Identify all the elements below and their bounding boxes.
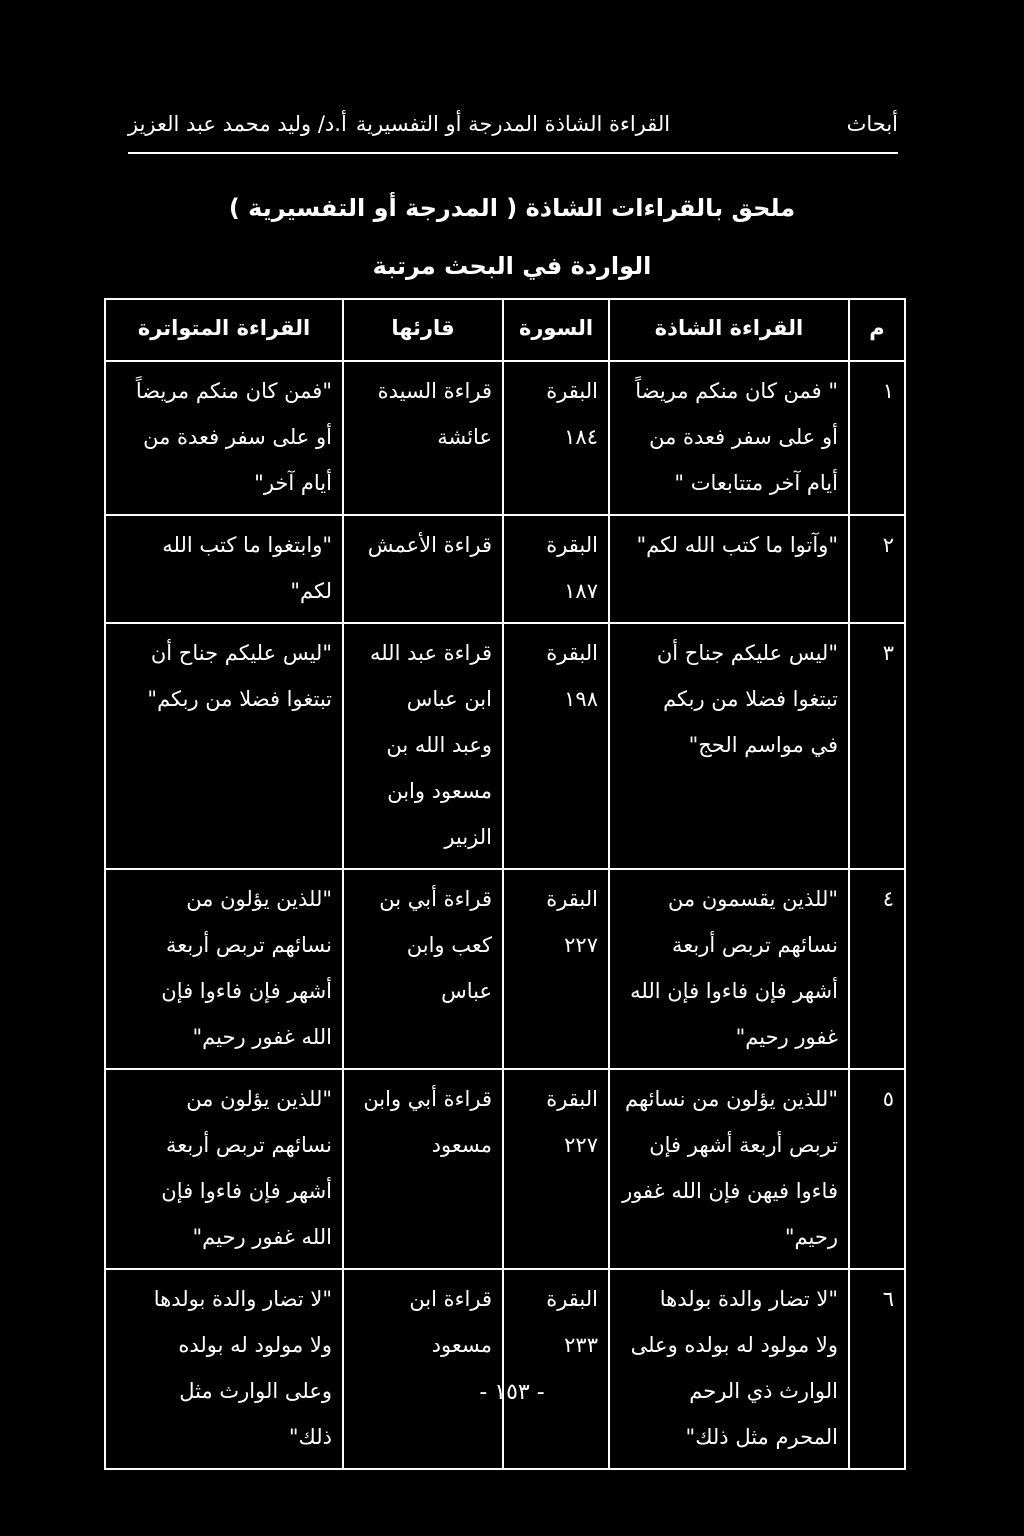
text-line: "ليس عليكم جناح أن: [656, 641, 838, 665]
sura-cell: [503, 869, 609, 1069]
sura-name: البقرة: [546, 1087, 598, 1111]
table-row: [105, 515, 905, 623]
table-row: [105, 1069, 905, 1269]
row-number: ٥: [849, 1069, 905, 1269]
text-line: قراءة السيدة: [377, 379, 492, 403]
text-line: نسائهم تربص أربعة: [671, 933, 838, 957]
text-line: أشهر فإن فاءوا فإن: [161, 979, 332, 1003]
table-header-row: [105, 299, 905, 361]
text-line: ذلك": [288, 1425, 332, 1449]
appendix-subtitle: الواردة في البحث مرتبة: [372, 252, 652, 280]
text-line: "فمن كان منكم مريضاً: [135, 379, 332, 403]
header-section-label: أبحاث: [846, 112, 898, 136]
sura-name: البقرة: [546, 533, 598, 557]
reader-cell: [343, 515, 503, 623]
text-line: فاءوا فيهن فإن الله غفور: [622, 1179, 838, 1203]
text-line: عباس: [441, 979, 492, 1003]
header-number: م: [849, 299, 905, 361]
reader-cell: [343, 1069, 503, 1269]
reader-cell: [343, 869, 503, 1069]
text-line: عائشة: [437, 425, 492, 449]
text-line: "للذين يؤلون من نسائهم: [625, 1087, 838, 1111]
table-row: [105, 623, 905, 869]
text-line: ابن عباس: [406, 687, 492, 711]
sura-cell: [503, 515, 609, 623]
mutawatir-reading-cell: [105, 361, 343, 515]
text-line: أشهر فإن فاءوا فإن: [161, 1179, 332, 1203]
row-number: ٤: [849, 869, 905, 1069]
header-sura: السورة: [503, 299, 609, 361]
shadh-reading-cell: [609, 1269, 849, 1469]
header-article-title: القراءة الشاذة المدرجة أو التفسيرية: [355, 112, 671, 136]
text-line: أيام آخر متتابعات ": [674, 471, 838, 495]
sura-name: البقرة: [546, 1287, 598, 1311]
text-line: ولا مولود له بولده وعلى: [630, 1333, 838, 1357]
text-line: الوارث ذي الرحم: [689, 1379, 838, 1403]
text-line: وعبد الله بن: [386, 733, 492, 757]
shadh-reading-cell: [609, 361, 849, 515]
text-line: وعلى الوارث مثل: [179, 1379, 332, 1403]
mutawatir-reading-cell: [105, 1269, 343, 1469]
text-line: "وابتغوا ما كتب الله: [162, 533, 332, 557]
shadh-reading-cell: [609, 515, 849, 623]
text-line: الله غفور رحيم": [192, 1025, 332, 1049]
text-line: الزبير: [444, 825, 492, 849]
text-line: مسعود: [431, 1133, 492, 1157]
row-number: ٢: [849, 515, 905, 623]
mutawatir-reading-cell: [105, 515, 343, 623]
text-line: نسائهم تربص أربعة: [165, 1133, 332, 1157]
row-number: ٦: [849, 1269, 905, 1469]
sura-name: البقرة: [546, 641, 598, 665]
verse-number: ١٨٧: [564, 579, 598, 603]
sura-name: البقرة: [546, 379, 598, 403]
mutawatir-reading-cell: [105, 623, 343, 869]
sura-cell: [503, 1269, 609, 1469]
shadh-reading-cell: [609, 869, 849, 1069]
verse-number: ٢٣٣: [564, 1333, 598, 1357]
verse-number: ٢٢٧: [564, 1133, 598, 1157]
text-line: تبتغوا فضلا من ربكم: [663, 687, 838, 711]
text-line: لكم": [290, 579, 332, 603]
text-line: كعب وابن: [406, 933, 492, 957]
mutawatir-reading-cell: [105, 869, 343, 1069]
text-line: تربص أربعة أشهر فإن: [649, 1133, 838, 1157]
text-line: "ليس عليكم جناح أن: [150, 641, 332, 665]
verse-number: ١٩٨: [564, 687, 598, 711]
text-line: رحيم": [784, 1225, 838, 1249]
table-body: [105, 361, 905, 1469]
reader-cell: [343, 361, 503, 515]
text-line: قراءة ابن: [409, 1287, 492, 1311]
text-line: ولا مولود له بولده: [178, 1333, 332, 1357]
text-line: نسائهم تربص أربعة: [165, 933, 332, 957]
shadh-reading-cell: [609, 623, 849, 869]
page-header: [128, 112, 898, 154]
row-number: ١: [849, 361, 905, 515]
text-line: قراءة الأعمش: [367, 533, 492, 557]
text-line: "لا تضار والدة بولدها: [153, 1287, 332, 1311]
table-row: [105, 869, 905, 1069]
appendix-title: ملحق بالقراءات الشاذة ( المدرجة أو التفسيرية ): [228, 194, 796, 222]
text-line: الله غفور رحيم": [192, 1225, 332, 1249]
header-mutawatir-reading: القراءة المتواترة: [105, 299, 343, 361]
sura-cell: [503, 623, 609, 869]
text-line: "للذين يؤلون من: [186, 1087, 332, 1111]
shadh-reading-cell: [609, 1069, 849, 1269]
table-row: [105, 361, 905, 515]
sura-cell: [503, 361, 609, 515]
text-line: قراءة أبي وابن: [363, 1087, 492, 1111]
text-line: "للذين يؤلون من: [186, 887, 332, 911]
sura-cell: [503, 1069, 609, 1269]
text-line: أشهر فإن فاءوا فإن الله: [630, 979, 838, 1003]
text-line: مسعود: [431, 1333, 492, 1357]
text-line: أيام آخر": [254, 471, 332, 495]
text-line: في مواسم الحج": [688, 733, 838, 757]
mutawatir-reading-cell: [105, 1069, 343, 1269]
text-line: مسعود وابن: [387, 779, 492, 803]
text-line: تبتغوا فضلا من ربكم": [147, 687, 332, 711]
verse-number: ١٨٤: [564, 425, 598, 449]
text-line: "للذين يقسمون من: [667, 887, 838, 911]
text-line: " فمن كان منكم مريضاً: [635, 379, 838, 403]
header-shadh-reading: القراءة الشاذة: [609, 299, 849, 361]
verse-number: ٢٢٧: [564, 933, 598, 957]
page-number: - ١٥٣ -: [479, 1380, 545, 1405]
text-line: أو على سفر فعدة من: [143, 425, 332, 449]
row-number: ٣: [849, 623, 905, 869]
header-author: أ.د/ وليد محمد عبد العزيز: [128, 112, 347, 136]
text-line: "وآتوا ما كتب الله لكم": [636, 533, 838, 557]
header-reader: قارئها: [343, 299, 503, 361]
text-line: غفور رحيم": [735, 1025, 838, 1049]
text-line: أو على سفر فعدة من: [649, 425, 838, 449]
text-line: "لا تضار والدة بولدها: [659, 1287, 838, 1311]
text-line: قراءة عبد الله: [369, 641, 492, 665]
sura-name: البقرة: [546, 887, 598, 911]
text-line: المحرم مثل ذلك": [685, 1425, 838, 1449]
table-row: [105, 1269, 905, 1469]
reader-cell: [343, 1269, 503, 1469]
reader-cell: [343, 623, 503, 869]
text-line: قراءة أبي بن: [379, 887, 492, 911]
readings-table: [104, 298, 906, 1470]
